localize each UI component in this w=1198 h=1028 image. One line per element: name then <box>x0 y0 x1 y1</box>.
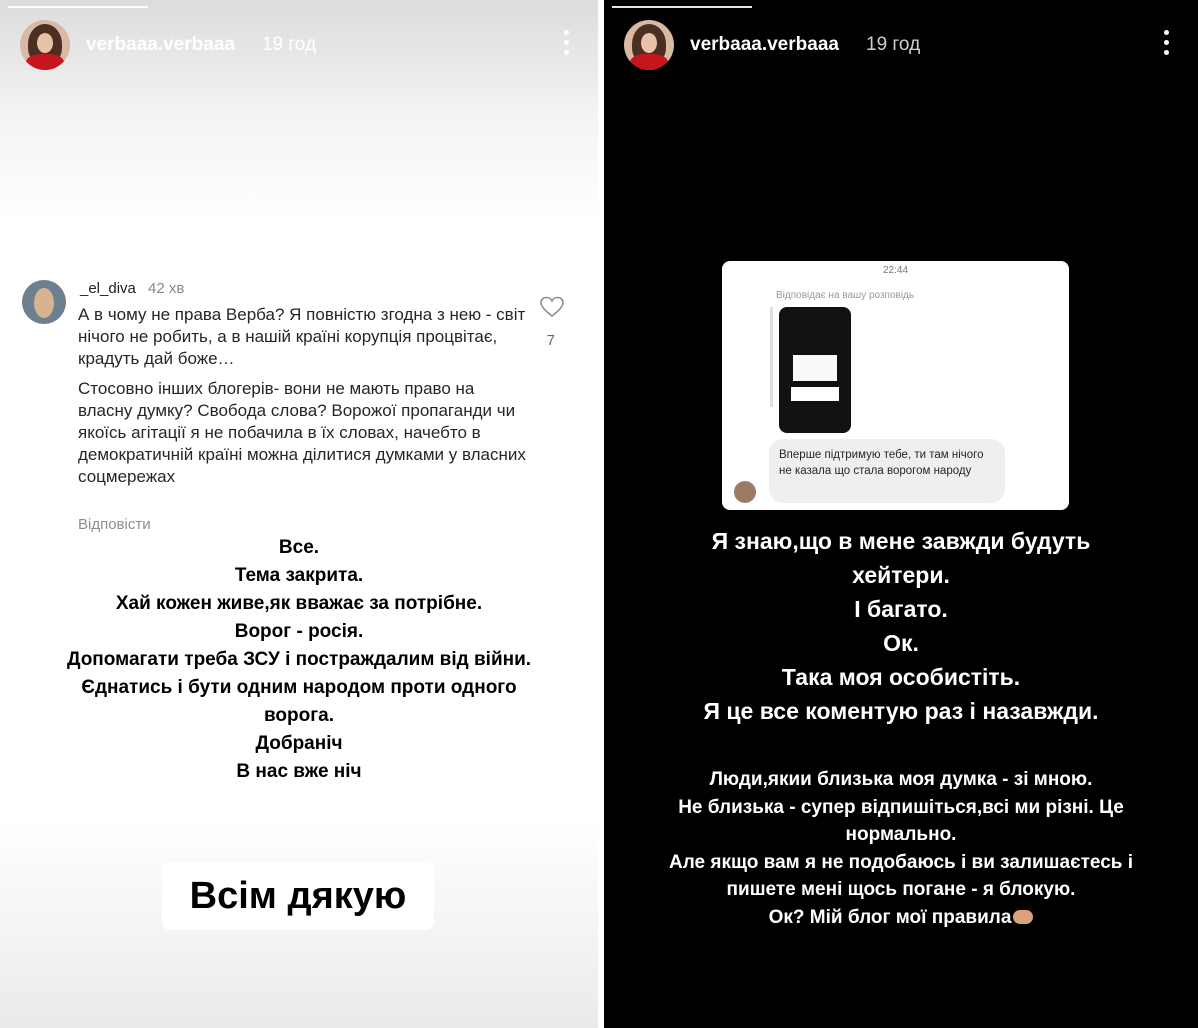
comment-paragraph: Стосовно інших блогерів- вони не мають право на власну думку? Свобода слова? Ворожої пропаганди чи якоїсь агітації я не побачила в їх словах, начебто в демократичній країні можна ділитися думками у власних соцмережах <box>78 379 526 486</box>
like-count: 7 <box>546 332 555 349</box>
post-time: 19 год <box>262 34 317 55</box>
story-text-block-secondary <box>604 766 1198 931</box>
story-text-line: В нас вже ніч <box>228 758 369 786</box>
story-thumbnail <box>779 307 851 433</box>
username[interactable]: verbaaa.verbaaa <box>86 34 235 55</box>
story-progress-bar <box>8 6 590 8</box>
sender-avatar <box>734 481 756 503</box>
comment-time: 42 хв <box>148 280 185 297</box>
avatar[interactable] <box>624 20 674 70</box>
story-text-line: Все. <box>271 534 327 562</box>
story-text-line: Хай кожен живе,як вважає за потрібне. <box>108 590 490 618</box>
avatar[interactable] <box>20 20 70 70</box>
comment-text <box>78 304 528 496</box>
story-text-line: Тема закрита. <box>227 562 371 590</box>
story-text-line: Ок? Мій блог мої правила <box>768 906 1012 928</box>
story-text-line: Добраніч <box>247 730 350 758</box>
message-screenshot <box>722 261 1069 510</box>
commenter-avatar[interactable] <box>22 280 66 324</box>
story-text-line: Ок. <box>883 630 919 656</box>
story-text-block <box>604 524 1198 728</box>
story-text-line: Люди,якии близька моя думка - зі мною. <box>709 769 1093 790</box>
story-text-line: Єднатись і бути одним народом проти одного <box>73 674 524 702</box>
post-time: 19 год <box>866 34 921 55</box>
story-right[interactable] <box>604 0 1198 1028</box>
story-text-line: Така моя особистіть. <box>781 664 1021 690</box>
message-time: 22:44 <box>882 265 909 276</box>
story-text-line: пишете мені щось погане - я блокую. <box>726 879 1076 900</box>
story-header <box>20 20 578 72</box>
comment-paragraph: А в чому не права Верба? Я повністю згодна з нею - світ нічого не робить, а в нашій країні корупція процвітає, крадуть дай боже… <box>78 305 526 368</box>
handshake-icon <box>1013 910 1033 924</box>
story-left[interactable] <box>0 0 598 1028</box>
comment-card <box>6 258 588 558</box>
commenter-username[interactable]: _el_diva <box>80 280 136 297</box>
story-text-line: І багато. <box>854 596 948 622</box>
story-text-line-last <box>769 904 1034 932</box>
reply-divider <box>770 307 773 407</box>
story-text-line: Я знаю,що в мене завжди будуть <box>711 528 1091 554</box>
more-options-icon[interactable] <box>1164 30 1170 60</box>
story-text-line: хейтери. <box>852 562 950 588</box>
message-bubble: Вперше підтримую тебе, ти там нічого не казала що стала ворогом народу <box>769 439 1005 503</box>
story-text-line: Ворог - росія. <box>227 618 372 646</box>
story-text-line: Я це все коментую раз і назавжди. <box>703 698 1099 724</box>
story-text-line: ворога. <box>256 702 342 730</box>
story-header <box>624 20 1178 72</box>
reply-context-label: Відповідає на вашу розповідь <box>776 290 915 301</box>
story-text-line: Але якщо вам я не подобаюсь і ви залишаєтесь і <box>669 851 1133 873</box>
heart-icon[interactable] <box>540 296 564 318</box>
story-text-block <box>0 534 598 786</box>
story-text-line: нормально. <box>845 824 957 845</box>
more-options-icon[interactable] <box>564 30 570 60</box>
username[interactable]: verbaaa.verbaaa <box>690 34 839 55</box>
story-text-line: Не близька - супер відпишіться,всі ми різні. Це <box>678 796 1124 818</box>
story-progress-bar <box>612 6 1190 8</box>
thanks-text: Всім дякую <box>162 862 434 930</box>
story-text-line: Допомагати треба ЗСУ і постраждалим від війни. <box>59 646 539 674</box>
reply-button[interactable]: Відповісти <box>78 516 151 533</box>
